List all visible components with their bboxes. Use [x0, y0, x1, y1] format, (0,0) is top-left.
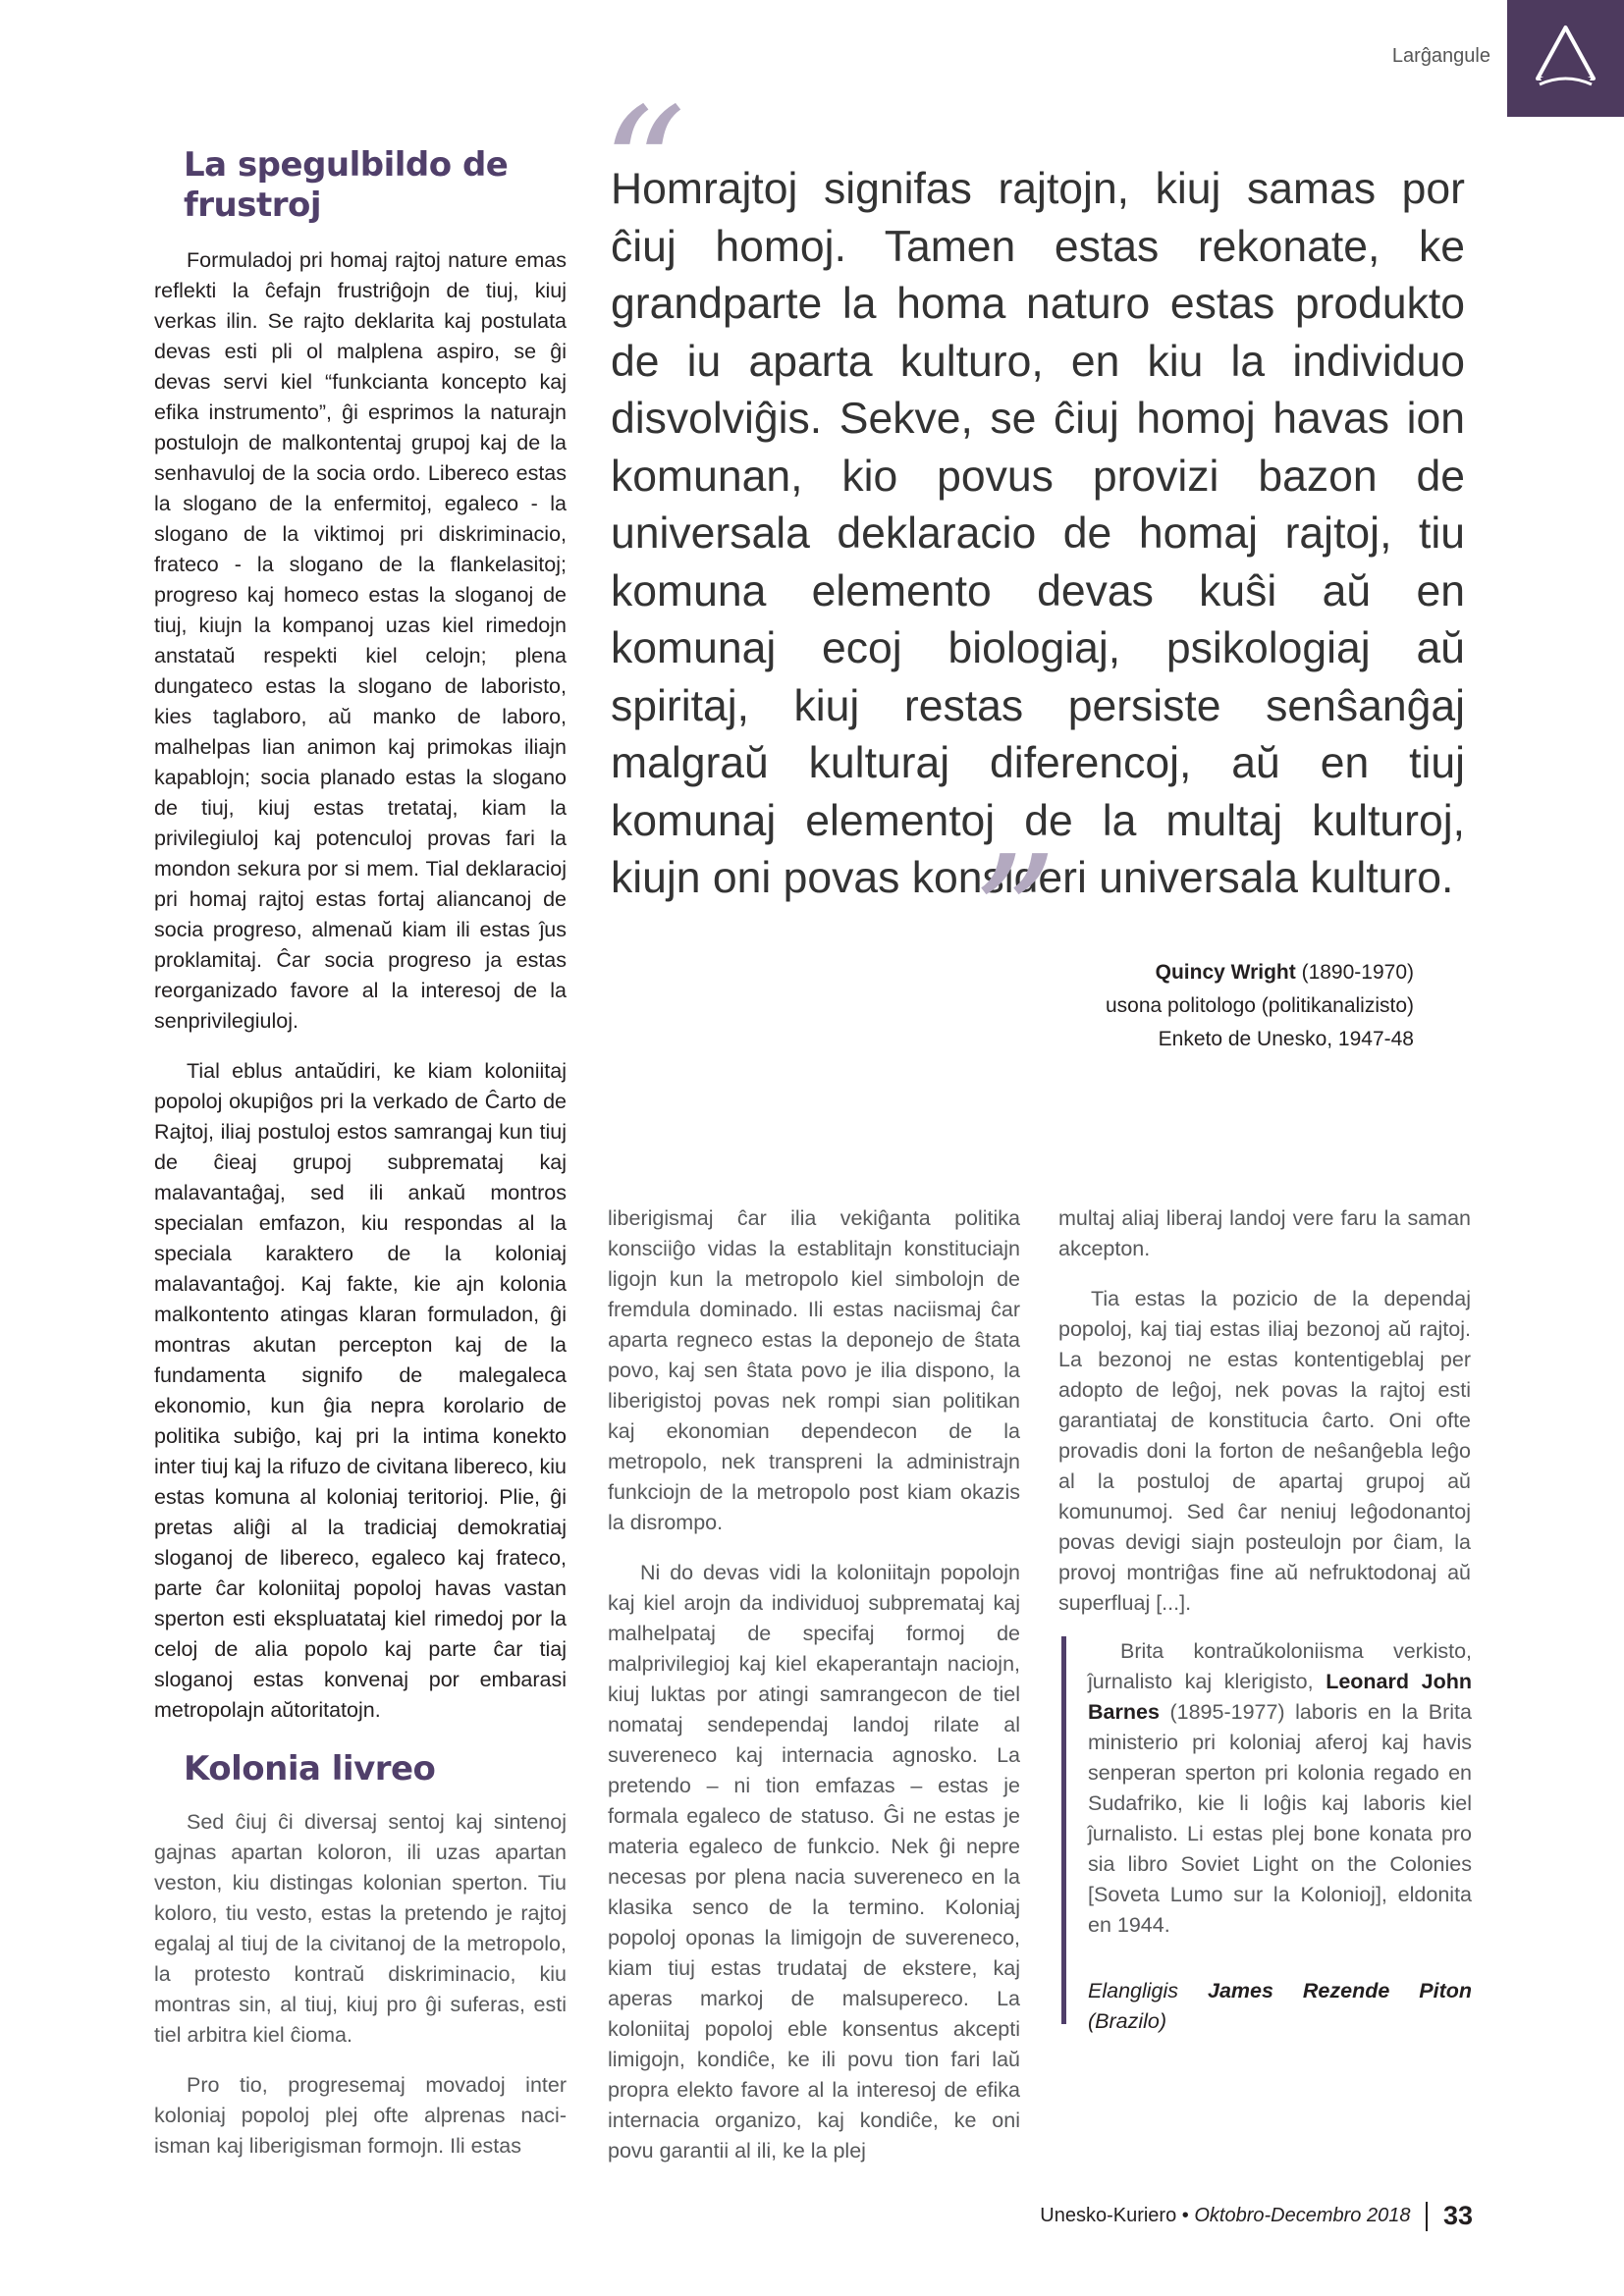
magazine-name: Unesko-Kuriero: [1040, 2205, 1177, 2226]
corner-logo: [1507, 0, 1624, 117]
translator-credit: [1088, 1976, 1472, 2037]
quote-author: [884, 956, 1414, 989]
bio-text: [1088, 1636, 1472, 1941]
paragraph: Pro tio, progresemaj movadoj inter koloniaj popoloj plej ofte alprenas naciisman kaj liberigisman formojn. Ili estas: [154, 2073, 567, 2158]
bio-text-end: (1895-1977) laboris en la Brita ministerio pri koloniaj aferoj kaj havis senperan sperton pri kolonia regado en Sudafriko, kie li loĝis kaj laboris kiel ĵurnalisto. Li estas plej bone konata pro sia libro Soviet Light on the Colonies [Soveta Lumo sur la Kolonioj], eldonita en 1944.: [1088, 1700, 1472, 1937]
bio-author-name: Leonard John Barnes: [1088, 1670, 1472, 1724]
middle-column: [608, 1203, 1020, 2166]
footer-bullet: •: [1176, 2205, 1195, 2226]
paragraph: multaj aliaj liberaj landoj vere faru la saman akcepton.: [1058, 1206, 1471, 1260]
page-number: 33: [1442, 2201, 1473, 2230]
close-quote-mark: ”: [972, 821, 1057, 1015]
paragraph: Formuladoj pri homaj rajtoj nature emas reflekti la ĉefajn frustriĝojn de tiuj, kiuj verkas ilin. Se rajto deklarita kaj postulata devas esti pli ol malplena aspiro, se ĝi devas servi kiel “funkcianta koncepto kaj efika instrumento”, ĝi esprimos la naturajn postulojn de malkontentaj grupoj kaj de la senhavuloj de la socia ordo. Libereco estas la slogano de la enfermitoj, egaleco - la slogano de la viktimoj pri diskriminacio, frateco - la slogano de la flankelasitoj; progreso kaj homeco estas la sloganoj de tiuj, kiujn la kompanoj uzas kiel rimedojn anstataŭ respekti kiel celojn; plena dungateco estas la slogano de laboristo, kies taglaboro, aŭ manko de laboro, malhelpas lian animon kaj primokas iliajn kapablojn; socia planado estas la slogano de tiuj, kiuj estas tretataj, kiam la privilegiuloj kaj potenculoj provas fari la mondon sekura por si mem. Tial deklaracioj pri homaj rajtoj estas fortaj aliancanoj de socia progreso, almenaŭ kiam ili estas ĵus proklamitaj. Ĉar socia progreso ja estas reorganizado favore al la interesoj de la senprivilegiuloj.: [154, 248, 567, 1033]
open-quote-mark: “: [601, 73, 686, 267]
section-heading-frustroj: La spegulbildo de frustroj: [184, 145, 509, 225]
paragraph: Ni do devas vidi la koloniitajn popolojn kaj kiel arojn da individuoj subpremataj kaj malhelpataj de specifaj formoj de malprivilegioj kaj kiel ekaperantajn naciojn, kiuj luktas por atingi samrangecon de tiel nomataj sendependaj landoj rilate al suvereneco kaj internacia agnosko. La pretendo – ni tion emfazas – estas je formala egaleco de statuso. Ĝi ne estas je materia egaleco de funkcio. Nek ĝi nepre necesas por plena nacia suvereneco en la klasika senco de la termino. Koloniaj popoloj oponas la limigojn de suvereneco, kiam tiuj estas trudataj de ekstere, kaj aperas markoj de malsupereco. La koloniitaj popoloj eble konsentus akcepti limigojn, kondiĉe, ke ili povu tion fari laŭ propra elekto favore al la interesoj de efika internacia organizo, kaj kondiĉe, ke oni povu garantii al ili, ke la plej: [608, 1561, 1020, 2163]
translator-prefix: Elangligis: [1088, 1979, 1208, 2002]
section-heading-kolonia-livreo: Kolonia livreo: [184, 1749, 436, 1789]
author-bio-box: [1061, 1636, 1472, 2033]
paragraph: Sed ĉiuj ĉi diversaj sentoj kaj sintenoj gajnas apartan koloron, ili uzas apartan veston, kiu distingas kolonian sperton. Tiu koloro, tiu vesto, estas la pretendo je rajtoj egalaj al tiuj de la civitanoj de la metropolo, la protesto kontraŭ diskriminacio, kiu montras sin, al tiuj, kiuj pro ĝi suferas, esti tiel arbitra kiel ĉioma.: [154, 1810, 567, 2047]
author-name: Quincy Wright: [1155, 961, 1296, 984]
paragraph: Tial eblus antaŭdiri, ke kiam koloniitaj popoloj okupiĝos pri la verkado de Ĉarto de Rajtoj, iliaj postuloj estos samrangaj kun tiuj de ĉieaj grupoj subpremataj kaj malavantaĝaj, sed ili ankaŭ montros specialan emfazon, kiu respondas al la speciala karaktero de la koloniaj malavantaĝoj. Kaj fakte, kie ajn kolonia malkontento atingas klaran formuladon, ĝi montras akutan percepton kaj de la fundamenta signifo de malegaleca ekonomio, kun ĝia nepra korolario de politika subiĝo, kaj pri la intima konekto inter tiuj kaj la rifuzo de civitana libereco, kiu estas komuna al koloniaj teritorioj. Plie, ĝi pretas aliĝi al la tradiciaj demokratiaj sloganoj de libereco, egaleco kaj frateco, parte ĉar koloniitaj popoloj havas vastan sperton esti ekspluatataj kiel rimedoj por la celoj de alia popolo kaj parte ĉar tiaj sloganoj estas konvenaj por embarasi metropolajn aŭtoritatojn.: [154, 1059, 567, 1722]
pull-quote: Homrajtoj signifas rajtojn, kiuj samas por ĉiuj homoj. Tamen estas rekonate, ke grandparte la homa naturo estas produkto de iu aparta kulturo, en kiu la individuo disvolviĝis. Sekve, se ĉiuj homoj havas ion komunan, kio povus provizi bazon de universala deklaracio de homaj rajtoj, tiu komuna elemento devas kuŝi aŭ en komunaj ecoj biologiaj, psikologiaj aŭ spiritaj, kiuj restas persiste senŝanĝaj malgraŭ kulturaj diferencoj, aŭ en tiuj komunaj elementoj de la multaj kulturoj, kiujn oni povas konsideri universala kulturo.: [611, 165, 1465, 902]
triangle-logo-icon: [1507, 0, 1624, 117]
footer-divider: [1426, 2202, 1428, 2231]
paragraph: Tia estas la pozicio de la dependaj popoloj, kaj tiaj estas iliaj bezonoj aŭ rajtoj. La bezonoj ne estas kontentigeblaj per adopto de leĝoj, nek povas la rajtoj esti garantiataj de konstitucia ĉarto. Oni ofte provadis doni la forton de neŝanĝebla leĝo al la postuloj de apartaj grupoj aŭ komunumoj. Sed ĉar neniuj leĝodonantoj povas devigi siajn posteulojn por ĉiam, la provoj montriĝas fine aŭ nefruktodonaj aŭ superfluaj [...].: [1058, 1287, 1471, 1615]
author-role: usona politologo (politikanalizisto): [1105, 994, 1414, 1017]
left-column: [154, 145, 567, 2162]
right-column: [1058, 1203, 1471, 1619]
paragraph: liberigismaj ĉar ilia vekiĝanta politika konsciiĝo vidas la establitajn konstituciajn ligojn kun la metropolo kiel simbolojn de fremdula dominado. Ili estas naciismaj ĉar aparta regneco estas la deponejo de ŝtata povo, kaj sen ŝtata povo je ilia dispono, la liberigistoj povas nek rompi sian politikan kaj ekonomian dependecon de la metropolo, nek transpreni la administrajn funkciojn de la metropolo post kiam okazis la disrompo.: [608, 1206, 1020, 1534]
page-footer: [1040, 2201, 1473, 2231]
bio-text-start: Brita kontraŭkoloniisma verkisto, ĵurnalisto kaj klerigisto,: [1088, 1639, 1472, 1693]
section-label: Larĝangule: [1391, 45, 1490, 67]
translator-name: James Rezende Piton: [1207, 1979, 1472, 2002]
issue-date: Oktobro-Decembro 2018: [1194, 2205, 1411, 2226]
quote-source: Enketo de Unesko, 1947-48: [1158, 1028, 1414, 1050]
translator-country: (Brazilo): [1088, 2009, 1167, 2033]
author-years: (1890-1970): [1295, 961, 1414, 984]
